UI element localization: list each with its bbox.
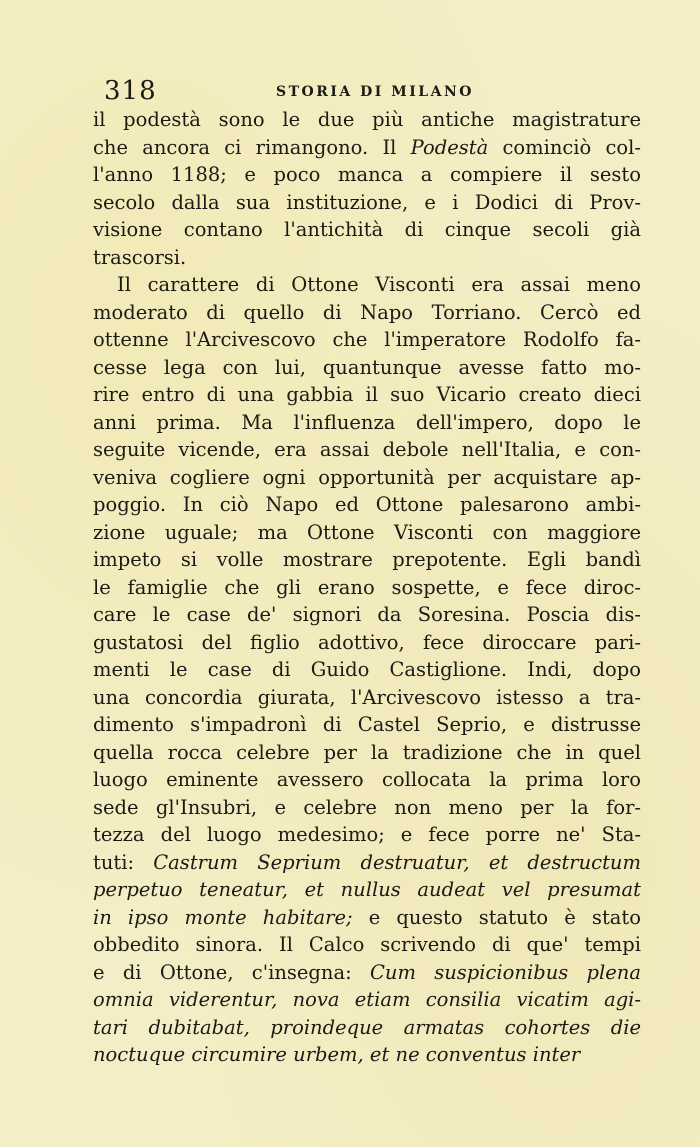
text-line [93, 161, 641, 189]
text-run: trascorsi. [93, 245, 187, 269]
text-line [93, 134, 641, 162]
text-line [93, 464, 641, 492]
text-run: che ancora ci rimangono. Il [93, 135, 411, 159]
text-run: obbedito sinora. Il Calco scrivendo di que' tempi [93, 933, 641, 956]
text-run: il podestà sono le due più antiche magistrature [93, 108, 641, 131]
text-line [93, 739, 641, 767]
text-run: poggio. In ciò Napo ed Ottone palesarono ambi- [93, 493, 641, 516]
text-line [93, 601, 641, 629]
text-run: ottenne l'Arcivescovo che l'imperatore Rodolfo fa- [93, 328, 641, 351]
text-line [93, 656, 641, 684]
text-line [93, 986, 641, 1014]
text-line [93, 216, 641, 244]
text-run: impeto si volle mostrare prepotente. Egli bandì [93, 548, 641, 571]
text-line [93, 1014, 641, 1042]
page-number: 318 [104, 76, 157, 106]
text-line [93, 931, 641, 959]
text-run: l'anno 1188; e poco manca a compiere il sesto [93, 163, 641, 186]
text-line [93, 189, 641, 217]
text-run: Il carattere di Ottone Visconti era assai meno [117, 273, 641, 296]
text-line [93, 684, 641, 712]
text-line [93, 849, 641, 877]
text-line [93, 271, 641, 299]
text-run: menti le case di Guido Castiglione. Indi, dopo [93, 658, 641, 681]
text-line [93, 821, 641, 849]
paragraph [93, 271, 641, 1069]
text-run: luogo eminente avessero collocata la prima loro [93, 768, 641, 791]
text-line [93, 326, 641, 354]
text-run: le famiglie che gli erano sospette, e fece diroc- [93, 575, 641, 599]
text-line [93, 354, 641, 382]
italic-text-run: tari dubitabat, proindeque armatas cohortes die [93, 1015, 641, 1039]
page-header [104, 74, 640, 108]
text-run: cominciò col- [488, 135, 641, 159]
text-line [93, 436, 641, 464]
text-run: visione contano l'antichità di cinque secoli già [93, 218, 641, 241]
text-run: cesse lega con lui, quantunque avesse fatto mo- [93, 355, 641, 379]
text-run: seguite vicende, era assai debole nell'Italia, e con- [93, 438, 641, 461]
text-line [93, 409, 641, 437]
text-line [93, 491, 641, 519]
text-line [93, 629, 641, 657]
text-run: tuti: [93, 850, 154, 874]
italic-text-run: omnia viderentur, nova etiam consilia vicatim agi- [93, 988, 641, 1011]
text-run: zione uguale; ma Ottone Visconti con maggiore [93, 520, 641, 544]
text-line [93, 106, 641, 134]
italic-text-run: Cum suspicionibus plena [369, 960, 641, 984]
italic-text-run: Podestà [410, 135, 489, 159]
text-run: secolo dalla sua instituzione, e i Dodici di Prov- [93, 190, 641, 214]
text-run: veniva cogliere ogni opportunità per acquistare ap- [93, 465, 641, 489]
text-run: quella rocca celebre per la tradizione che in quel [93, 740, 641, 764]
text-line [93, 244, 641, 272]
text-line [93, 381, 641, 409]
text-line [93, 519, 641, 547]
italic-text-run: in ipso monte habitare; [93, 905, 353, 929]
text-line [93, 1041, 641, 1069]
text-line [93, 299, 641, 327]
text-line [93, 876, 641, 904]
text-line [93, 574, 641, 602]
text-run: una concordia giurata, l'Arcivescovo istesso a tra- [93, 685, 641, 709]
body-text [93, 106, 641, 1069]
text-line [93, 546, 641, 574]
text-run: care le case de' signori da Soresina. Poscia dis- [93, 603, 641, 626]
text-line [93, 904, 641, 932]
text-run: sede gl'Insubri, e celebre non meno per la for- [93, 795, 641, 819]
text-line [93, 766, 641, 794]
text-run: gustatosi del figlio adottivo, fece diroccare pari- [93, 630, 641, 654]
italic-text-run: noctuque circumire urbem, et ne conventus inter [93, 1043, 581, 1066]
text-line [93, 711, 641, 739]
text-line [93, 959, 641, 987]
text-line [93, 794, 641, 822]
text-run: anni prima. Ma l'influenza dell'impero, dopo le [93, 410, 641, 434]
text-run: dimento s'impadronì di Castel Seprio, e distrusse [93, 713, 641, 736]
text-run: e questo statuto è stato [352, 905, 641, 929]
italic-text-run: perpetuo teneatur, et nullus audeat vel presumat [93, 878, 641, 901]
text-run: rire entro di una gabbia il suo Vicario creato dieci [93, 383, 641, 406]
italic-text-run: Castrum Seprium destruatur, et destructum [153, 850, 641, 874]
text-run: e di Ottone, c'insegna: [93, 960, 370, 984]
text-run: tezza del luogo medesimo; e fece porre ne' Sta- [93, 823, 641, 846]
paragraph [93, 106, 641, 271]
running-title: STORIA DI MILANO [276, 84, 474, 100]
text-run: moderato di quello di Napo Torriano. Cercò ed [93, 300, 641, 324]
